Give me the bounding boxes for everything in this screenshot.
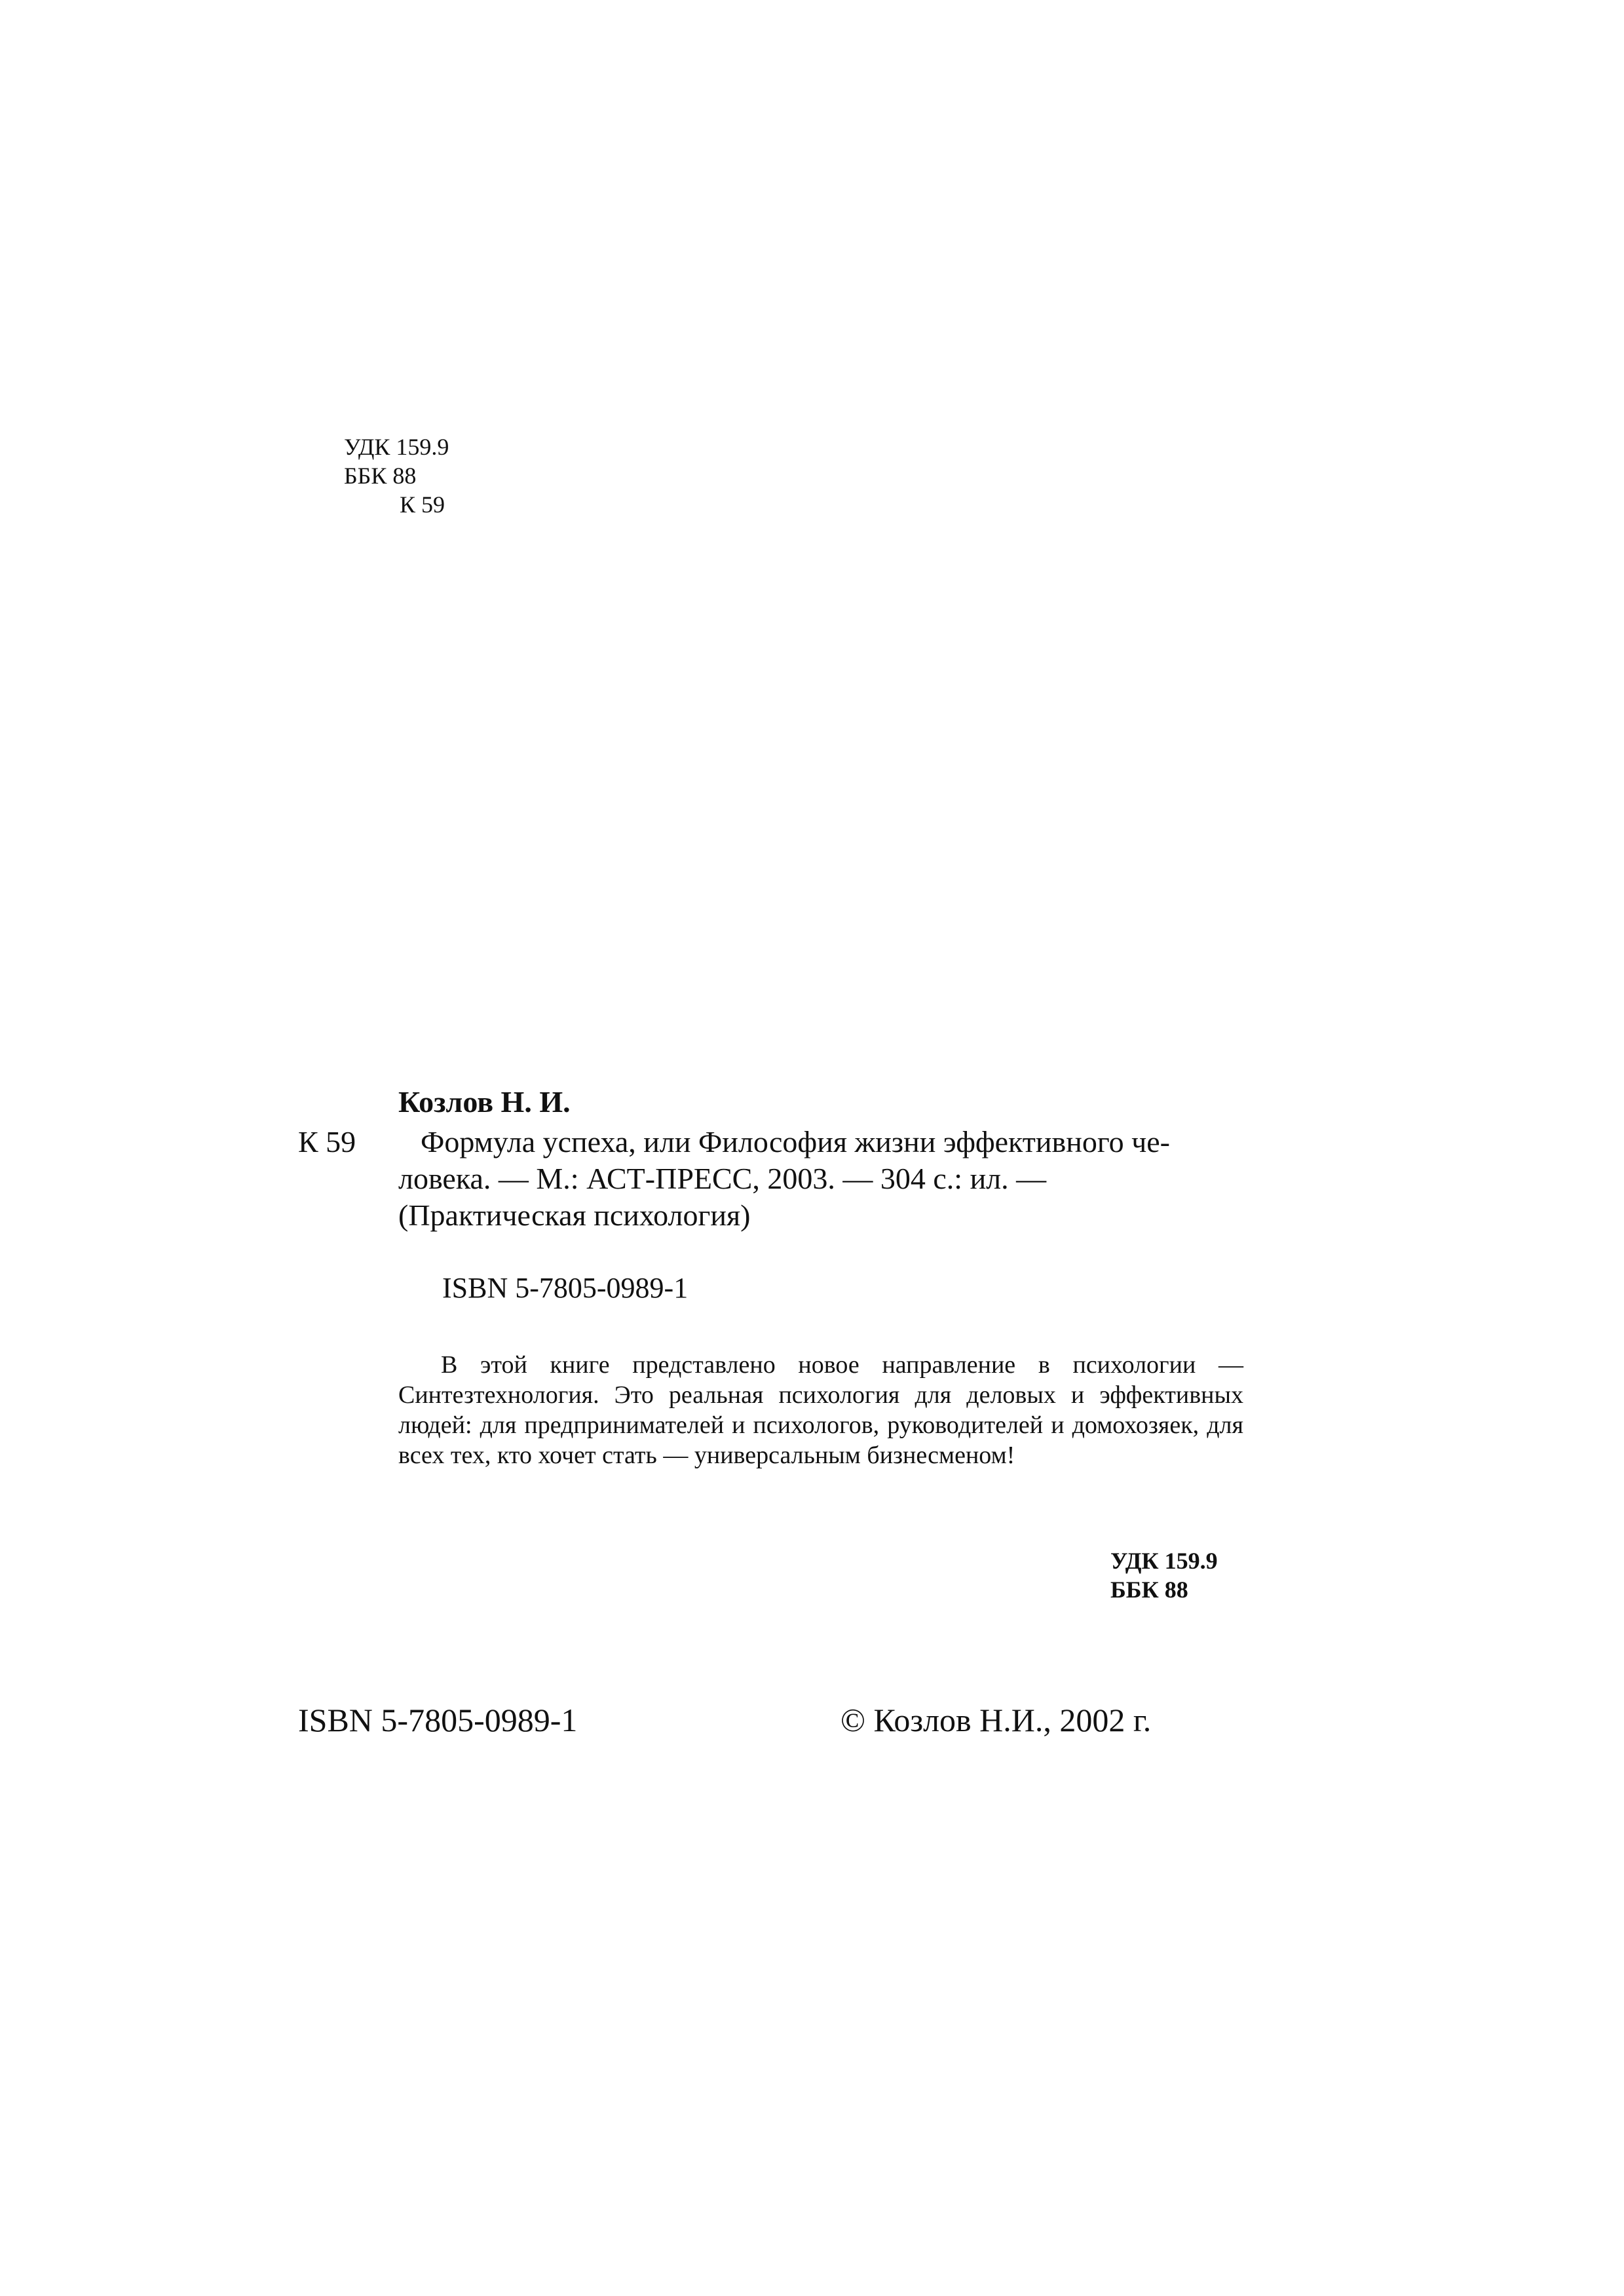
author-name: Козлов Н. И. <box>398 1085 571 1119</box>
bbk-code-card: ББК 88 <box>1110 1577 1188 1603</box>
bibliographic-line-2: ловека. — М.: АСТ-ПРЕСС, 2003. — 304 с.: ил. — <box>398 1162 1047 1195</box>
author-mark-top: К 59 <box>400 491 445 518</box>
card-index: К 59 <box>298 1125 356 1158</box>
udk-code-card: УДК 159.9 <box>1110 1548 1218 1574</box>
footer-isbn: ISBN 5-7805-0989-1 <box>298 1702 578 1738</box>
bibliographic-line-3: (Практическая психология) <box>398 1198 751 1232</box>
annotation: В этой книге представлено новое направление в психологии — Синтезтехнология. Это реальная психология для деловых и эффективных людей: для предпринимателей и психологов, руководителей и домохозяек, для всех тех, кто хочет стать — универсальным бизнесменом! <box>398 1351 1243 1469</box>
bbk-code-top: ББК 88 <box>344 463 417 489</box>
isbn-card: ISBN 5-7805-0989-1 <box>442 1272 689 1304</box>
copyright-notice: © Козлов Н.И., 2002 г. <box>840 1702 1152 1738</box>
bibliographic-line-1: Формула успеха, или Философия жизни эффективного че- <box>421 1125 1170 1158</box>
udk-code-top: УДК 159.9 <box>344 434 449 460</box>
